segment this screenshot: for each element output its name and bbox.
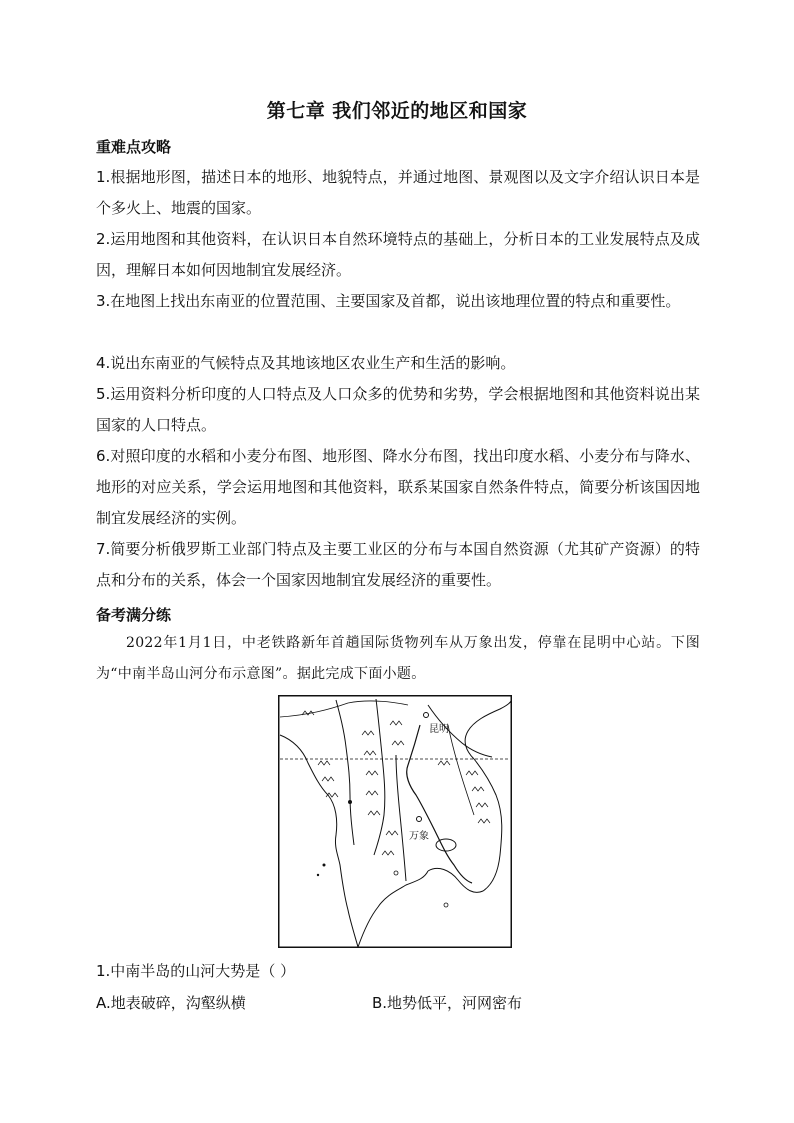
map-border <box>279 696 512 948</box>
key-point-5: 5.运用资料分析印度的人口特点及人口众多的优势和劣势，学会根据地图和其他资料说出某国家的人口特点。 <box>96 385 700 434</box>
option-b[interactable]: B.地势低平，河网密布 <box>372 994 523 1012</box>
chapter-title: 第七章 我们邻近的地区和国家 <box>266 100 528 122</box>
option-a[interactable]: A.地表破碎，沟壑纵横 <box>96 994 246 1012</box>
island <box>317 874 319 876</box>
practice-intro: 2022年1月1日，中老铁路新年首趟国际货物列车从万象出发，停靠在昆明中心站。下图为“中南半岛山河分布示意图”。据此完成下面小题。 <box>96 635 700 682</box>
key-point-4: 4.说出东南亚的气候特点及其地该地区农业生产和生活的影响。 <box>96 354 516 372</box>
question-1-stem: 1.中南半岛的山河大势是（ ） <box>96 962 296 980</box>
key-point-2: 2.运用地图和其他资料，在认识日本自然环境特点的基础上，分析日本的工业发展特点及成因，理解日本如何因地制宜发展经济。 <box>96 230 700 279</box>
key-point-3: 3.在地图上找出东南亚的位置范围、主要国家及首都，说出该地理位置的特点和重要性。 <box>96 292 681 310</box>
key-point-6: 6.对照印度的水稻和小麦分布图、地形图、降水分布图，找出印度水稻、小麦分布与降水、地形的对应关系，学会运用地图和其他资料，联系某国家自然条件特点，简要分析该国因地制宜发展经济的实例。 <box>96 447 700 527</box>
naypyidaw-marker <box>348 800 352 804</box>
key-point-7: 7.简要分析俄罗斯工业部门特点及主要工业区的分布与本国自然资源（尤其矿产资源）的特点和分布的关系，体会一个国家因地制宜发展经济的重要性。 <box>96 540 700 589</box>
key-points-heading: 重难点攻略 <box>96 138 172 156</box>
kunming-label: 昆明 <box>429 724 449 735</box>
key-point-1: 1.根据地形图，描述日本的地形、地貌特点，并通过地图、景观图以及文字介绍认识日本是个多火上、地震的国家。 <box>96 168 700 217</box>
indochina-map <box>278 695 512 948</box>
island <box>323 864 326 867</box>
vientiane-label: 万象 <box>409 831 429 842</box>
practice-heading: 备考满分练 <box>96 606 172 624</box>
